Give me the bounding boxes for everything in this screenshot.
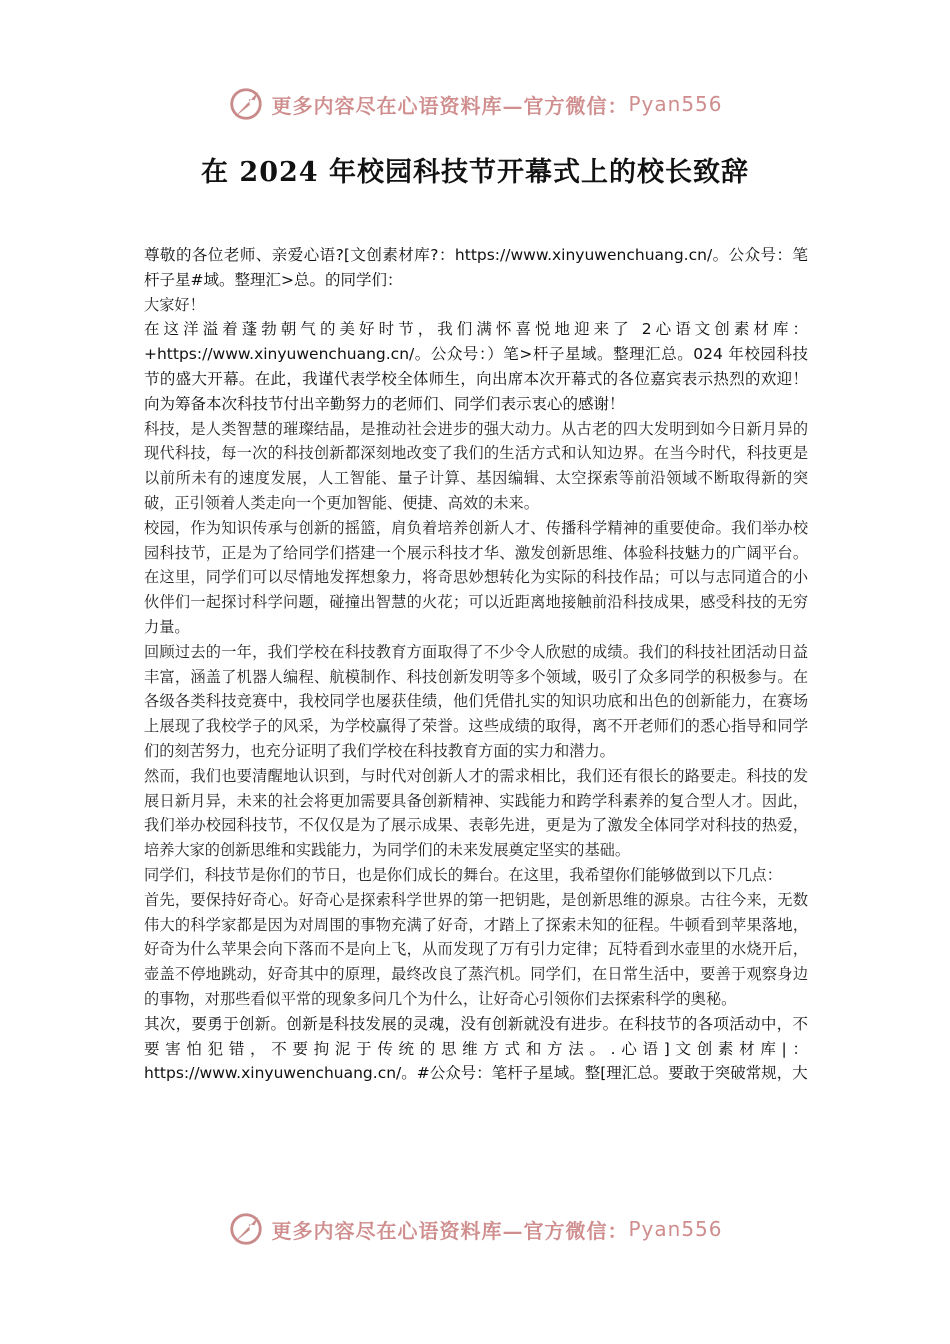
paragraph-opening: 在这洋溢着蓬勃朝气的美好时节，我们满怀喜悦地迎来了 2心语文创素材库：+https://www.xinyuwenchuang.cn/。公众号：）笔>杆子星域。整理汇总。024 年校园科技节的盛大开幕。在此，我谨代表学校全体师生，向出席本次开幕式的各位嘉宾表示热烈的欢迎！向为筹备本次科技节付出辛勤努力的老师们、同学们表示衷心的感谢！ [144,320,808,413]
paragraph-salutation: 尊敬的各位老师、亲爱心语?[文创素材库?：https://www.xinyuwenchuang.cn/。公众号：笔杆子星#域。整理汇>总。的同学们： [144,246,808,289]
banner-text: 更多内容尽在心语资料库—官方微信： [271,1218,629,1243]
banner-wechat-id: Pyan556 [628,92,723,116]
paragraph-body: 科技，是人类智慧的璀璨结晶，是推动社会进步的强大动力。从古老的四大发明到如今日新月异的现代科技，每一次的科技创新都深刻地改变了我们的生活方式和认知边界。在当今时代，科技更是以前所未有的速度发展，人工智能、量子计算、基因编辑、太空探索等前沿领域不断取得新的突破，正引领着人类走向一个更加智能、便捷、高效的未来。 [144,419,808,512]
quill-pen-logo-icon [227,85,265,123]
paragraph-body: 首先，要保持好奇心。好奇心是探索科学世界的第一把钥匙，是创新思维的源泉。古往今来，无数伟大的科学家都是因为对周围的事物充满了好奇，才踏上了探索未知的征程。牛顿看到苹果落地，好奇为什么苹果会向下落而不是向上飞，从而发现了万有引力定律；瓦特看到水壶里的水烧开后，壶盖不停地跳动，好奇其中的原理，最终改良了蒸汽机。同学们，在日常生活中，要善于观察身边的事物，对那些看似平常的现象多问几个为什么，让好奇心引领你们去探索科学的奥秘。 [144,890,808,1008]
quill-pen-logo-icon [227,1210,265,1248]
footer-banner [0,1207,950,1251]
document-body [144,243,808,1086]
banner-wechat-id: Pyan556 [628,1217,723,1241]
header-banner [0,82,950,126]
paragraph-body: 其次，要勇于创新。创新是科技发展的灵魂，没有创新就没有进步。在科技节的各项活动中，不要害怕犯错，不要拘泥于传统的思维方式和方法。.心语]文创素材库|：https://www.xinyuwenchuang.cn/。#公众号：笔杆子星域。整[理汇总。要敢于突破常规，大 [144,1014,808,1083]
paragraph-body: 然而，我们也要清醒地认识到，与时代对创新人才的需求相比，我们还有很长的路要走。科技的发展日新月异，未来的社会将更加需要具备创新精神、实践能力和跨学科素养的复合型人才。因此，我们举办校园科技节，不仅仅是为了展示成果、表彰先进，更是为了激发全体同学对科技的热爱，培养大家的创新思维和实践能力，为同学们的未来发展奠定坚实的基础。 [144,766,808,860]
paragraph-greeting: 大家好！ [144,295,205,314]
paragraph-body: 回顾过去的一年，我们学校在科技教育方面取得了不少令人欣慰的成绩。我们的科技社团活动日益丰富，涵盖了机器人编程、航模制作、科技创新发明等多个领域，吸引了众多同学的积极参与。在各级各类科技竞赛中，我校同学也屡获佳绩，他们凭借扎实的知识功底和出色的创新能力，在赛场上展现了我校学子的风采，为学校赢得了荣誉。这些成绩的取得，离不开老师们的悉心指导和同学们的刻苦努力，也充分证明了我们学校在科技教育方面的实力和潜力。 [144,642,808,760]
paragraph-body: 同学们，科技节是你们的节日，也是你们成长的舞台。在这里，我希望你们能够做到以下几点： [144,865,782,884]
paragraph-body: 校园，作为知识传承与创新的摇篮，肩负着培养创新人才、传播科学精神的重要使命。我们举办校园科技节，正是为了给同学们搭建一个展示科技才华、激发创新思维、体验科技魅力的广阔平台。在这里，同学们可以尽情地发挥想象力，将奇思妙想转化为实际的科技作品；可以与志同道合的小伙伴们一起探讨科学问题，碰撞出智慧的火花；可以近距离地接触前沿科技成果，感受科技的无穷力量。 [144,518,808,636]
document-title: 在 2024 年校园科技节开幕式上的校长致辞 [201,157,749,188]
banner-text: 更多内容尽在心语资料库—官方微信： [271,93,629,118]
